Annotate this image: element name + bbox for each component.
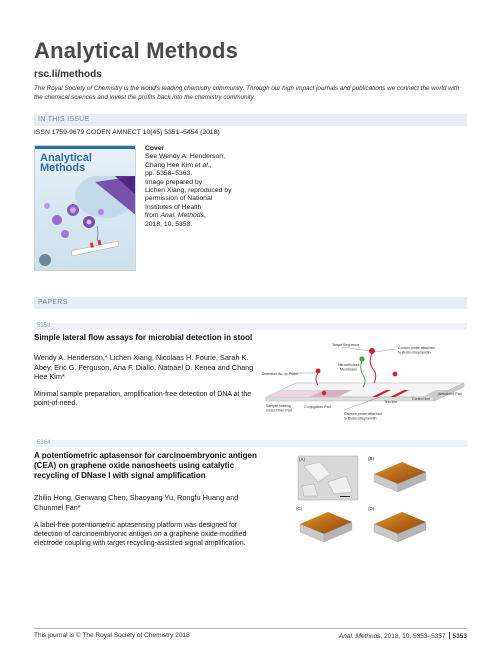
graphic-label-sample: Sample loading: [266, 404, 291, 408]
paper-page-band: [34, 440, 467, 447]
cover-caption-line: 2018, 10, 5358.: [145, 220, 193, 228]
graphic-label-capture-2: to Biotin-streptavidin: [344, 416, 377, 421]
footer-rule: [34, 628, 467, 629]
footer-cite: , 2018, 10, 5353–5357: [380, 633, 446, 640]
cover-caption-line: Lichen Xiang, reproduced by: [145, 187, 232, 195]
graphic-label-conjugation: Conjugation Pad: [304, 405, 331, 409]
graphic-label-detection: Detection Au-np Probe: [262, 372, 299, 376]
graphic-label-target: Target Sequence: [332, 343, 360, 347]
paper-page-number[interactable]: 5358: [37, 323, 51, 329]
cover-caption: [145, 145, 265, 229]
in-this-issue-heading: IN THIS ISSUE: [38, 116, 90, 123]
cover-caption-line: [145, 162, 265, 170]
cover-logo: [40, 153, 92, 173]
cover-caption-comma: ,: [203, 212, 206, 220]
footer-citation: [339, 632, 467, 640]
lateral-flow-graphic: [262, 335, 468, 427]
graphic-label-nitro: Nitrocellulose: [338, 363, 360, 367]
graphic-label-control-probe: Control probe attached: [398, 346, 435, 350]
paper-abstract: Minimal sample preparation, amplification-free detection of DNA at the point-of-need.: [34, 391, 252, 407]
paper-page-number[interactable]: 5364: [37, 440, 51, 446]
footer-page-number: 5353: [452, 633, 467, 640]
cover-caption-label: Cover: [145, 145, 165, 152]
paper-abstract: A label-free potentiometric aptasensing platform was designed for detection of carcinoembryonic antigen on a graphene oxide-modified electrode coupling with target recycling-assisted signal amplification.: [34, 522, 247, 547]
journal-url-link[interactable]: rsc.li/methods: [34, 69, 102, 80]
cover-strip: [35, 146, 135, 149]
cover-caption-line: [145, 212, 265, 220]
footer-journal: Anal. Methods: [338, 633, 381, 640]
panel-label-c: (C): [296, 506, 303, 511]
journal-tagline: The Royal Society of Chemistry is the world's leading chemistry community. Through our high impact journals and publications we connect the world with the chemical sciences and invest the profits back into the chemistry community.: [34, 85, 460, 101]
journal-title: Analytical Methods: [34, 38, 239, 63]
in-this-issue-header: [34, 114, 467, 126]
afm-panels-graphic: [290, 452, 440, 558]
graphic-label-membrane: Membrane: [340, 367, 358, 372]
panel-label-a: (A): [299, 457, 305, 462]
paper-title[interactable]: A potentiometric aptasensor for carcinoembryonic antigen (CEA) on graphene oxide nanosheets using catalytic recycling of DNase I with signal amplification: [34, 451, 257, 480]
footer-separator: [449, 632, 450, 639]
graphic-label-control-line: Control line: [412, 397, 431, 401]
graphic-label-test-line: Test line: [384, 400, 398, 404]
cover-caption-line: Institutes of Health: [145, 203, 202, 211]
cover-caption-etal: et al.: [194, 161, 210, 169]
issn-line: ISSN 1759-9679 CODEN AMNECT 10(45) 5351–5454 (2018): [34, 129, 220, 136]
cover-caption-line: permission of National: [145, 195, 213, 203]
graphic-label-control-probe-2: to Biotin-streptavidin: [398, 350, 431, 355]
cover-caption-comma: ,: [209, 161, 212, 169]
panel-label-b: (B): [368, 456, 374, 461]
cover-caption-line: pp. 5358–5363.: [145, 170, 193, 178]
paper-authors: Zhilin Hong, Genwang Chen, Shaoyang Yu, Rongfu Huang and Chunmei Fan*: [34, 493, 239, 512]
cover-logo-line-2: Methods: [40, 162, 86, 174]
cover-caption-journal: Anal. Methods: [160, 212, 204, 220]
cover-image[interactable]: [34, 145, 136, 271]
cover-logo-line-1: Analytical: [40, 152, 92, 164]
cover-caption-line: Image prepared by: [145, 178, 203, 186]
cover-caption-from: from: [145, 212, 161, 220]
cover-caption-authors: Chang Hee Kim: [145, 161, 195, 169]
cover-publisher-icon: [39, 254, 51, 266]
papers-header: [34, 297, 467, 309]
paper-page-band: [34, 323, 467, 330]
graphic-label-sample-2: Glass Fiber Pad: [266, 408, 292, 413]
graphic-label-absorbent: Absorbent Pad: [438, 392, 462, 396]
panel-label-d: (D): [368, 506, 375, 511]
graphic-label-capture: Capture probe attached: [344, 412, 382, 416]
cover-caption-line: See Wendy A. Henderson,: [145, 153, 225, 161]
paper-authors: Wendy A. Henderson,* Lichen Xiang, Nicolaas H. Fourie, Sarah K. Abey, Eric G. Ferguson, Ana F. Diallo, Natnael D. Kenea and Chang Hee Kim*: [34, 353, 254, 382]
footer-copyright: This journal is © The Royal Society of Chemistry 2018: [34, 632, 190, 639]
paper-title[interactable]: Simple lateral flow assays for microbial detection in stool: [34, 333, 253, 342]
papers-heading: PAPERS: [38, 299, 68, 306]
